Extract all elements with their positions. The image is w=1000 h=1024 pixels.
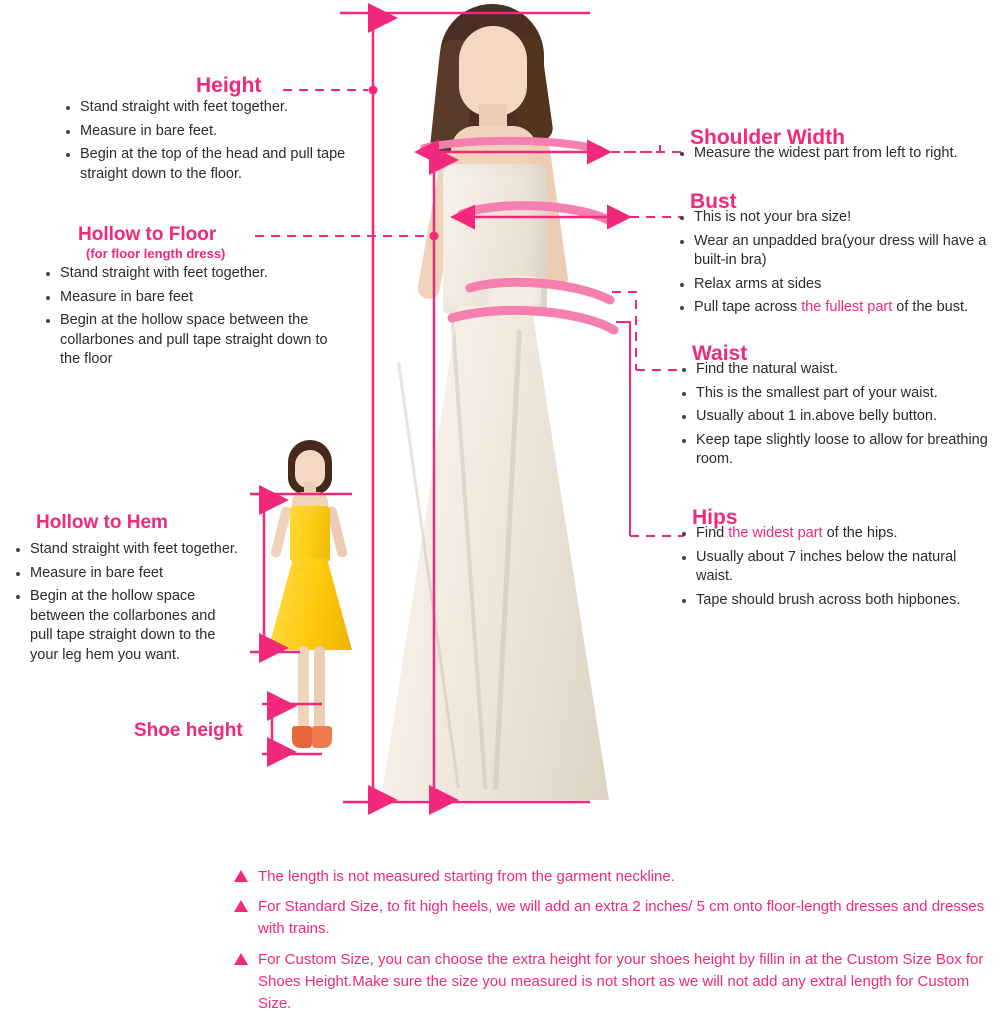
warning-triangle-icon [234, 953, 248, 965]
list-item: Usually about 7 inches below the natural waist. [680, 548, 992, 587]
section-height-bullets [64, 98, 364, 188]
list-item: Tape should brush across both hipbones. [680, 591, 992, 611]
long-dress-figure-illustration [355, 0, 625, 810]
section-bust-heading: Bust [690, 190, 737, 213]
short-dress-bodice-shape [290, 506, 330, 562]
list-item: Wear an unpadded bra(your dress will have a built-in bra) [678, 232, 1000, 271]
warning-triangle-icon [234, 900, 248, 912]
section-shoulder-width-heading: Shoulder Width [690, 126, 845, 149]
short-figure-right-leg-shape [314, 646, 325, 736]
list-item: Stand straight with feet together. [64, 98, 364, 118]
warning-triangle-icon [234, 870, 248, 882]
short-figure-left-shoe-shape [292, 726, 312, 748]
list-item: Measure in bare feet [14, 564, 238, 584]
section-hollow-to-hem-bullets [14, 540, 238, 669]
footnotes [232, 866, 992, 1023]
section-hollow-to-hem [36, 512, 168, 534]
gown-skirt-shape [381, 306, 609, 800]
short-dress-skirt-shape [268, 558, 352, 650]
section-hips-bullets [680, 524, 992, 614]
list-item: Relax arms at sides [678, 275, 1000, 295]
highlight-widest-part: the widest part [728, 525, 823, 541]
highlight-fullest-part: the fullest part [801, 299, 893, 316]
list-item: Measure in bare feet. [64, 122, 364, 142]
list-item: Stand straight with feet together. [14, 540, 238, 560]
list-item: Begin at the top of the head and pull tape straight down to the floor. [64, 145, 364, 184]
list-item: This is the smallest part of your waist. [680, 384, 992, 404]
footnote-item [232, 949, 992, 1016]
list-item: Begin at the hollow space between the collarbones and pull tape straight down to the floor [44, 311, 344, 370]
section-waist-bullets [680, 360, 992, 474]
section-hips-heading: Hips [692, 506, 738, 529]
model-face-shape [459, 26, 527, 116]
list-item: Stand straight with feet together. [44, 264, 344, 284]
footnote-text: For Standard Size, to fit high heels, we will add an extra 2 inches/ 5 cm onto floor-length dresses and dresses with trains. [258, 898, 985, 938]
section-shoe-height-heading: Shoe height [134, 720, 243, 741]
footnote-text: The length is not measured starting from the garment neckline. [258, 868, 675, 885]
list-item-bust-fullest: Pull tape across the fullest part of the bust. [678, 298, 1000, 318]
section-waist-heading: Waist [692, 342, 748, 365]
section-hollow-to-floor-subheading: (for floor length dress) [86, 246, 226, 261]
list-item: Measure in bare feet [44, 288, 344, 308]
footnote-item [232, 866, 992, 888]
short-dress-figure-illustration [262, 440, 358, 770]
section-hollow-to-hem-heading: Hollow to Hem [36, 512, 168, 533]
list-item: Keep tape slightly loose to allow for breathing room. [680, 431, 992, 470]
short-figure-right-shoe-shape [312, 726, 332, 748]
section-height-heading: Height [196, 74, 262, 97]
list-item: This is not your bra size! [678, 208, 1000, 228]
list-item-hips-widest: Find the widest part of the hips. [680, 524, 992, 544]
list-item: Begin at the hollow space between the collarbones and pull tape straight down to the your leg hem you want. [14, 587, 238, 665]
section-hollow-to-floor [78, 224, 225, 261]
short-figure-left-arm-shape [270, 506, 292, 559]
section-shoe-height [134, 720, 243, 742]
section-height [196, 74, 261, 98]
list-item: Find the natural waist. [680, 360, 992, 380]
footnote-text: For Custom Size, you can choose the extra height for your shoes height by fillin in at the Custom Size Box for Shoes Height.Make sure the size you measured is not short as we will not add any extral length for Custom Size. [258, 950, 984, 1012]
list-item: Usually about 1 in.above belly button. [680, 407, 992, 427]
section-hollow-to-floor-bullets [44, 264, 344, 374]
footnote-item [232, 896, 992, 940]
section-bust-bullets [678, 208, 1000, 322]
section-hollow-to-floor-heading: Hollow to Floor [78, 224, 217, 245]
list-item: Measure the widest part from left to right. [678, 144, 998, 164]
section-shoulder-width-bullets [678, 144, 998, 168]
short-figure-left-leg-shape [298, 646, 309, 736]
